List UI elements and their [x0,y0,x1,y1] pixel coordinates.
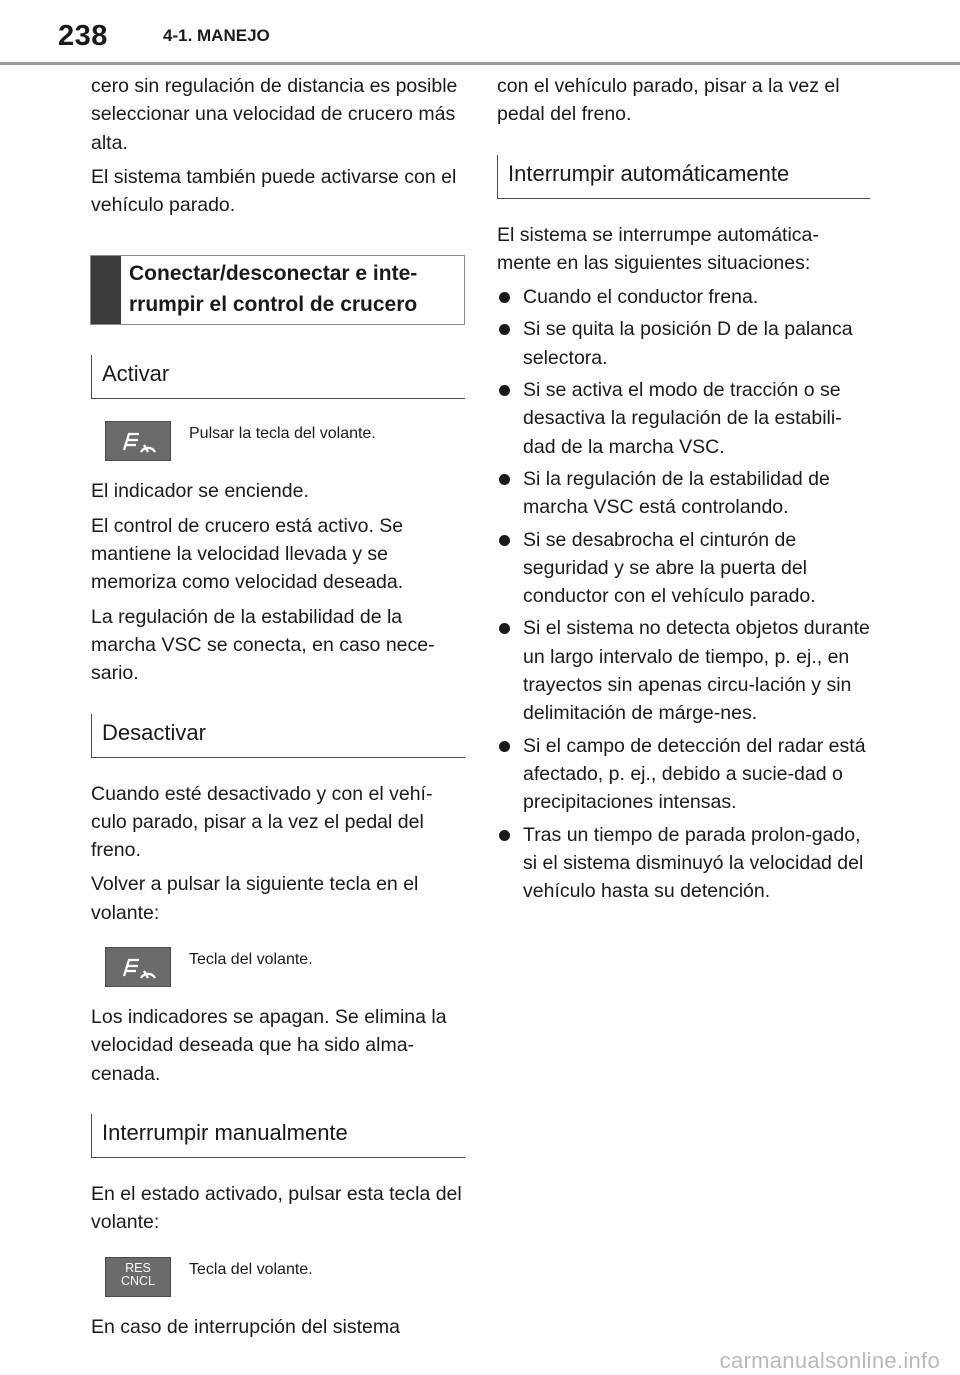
cruise-control-icon [122,429,156,455]
list-item: Si el sistema no detecta objetos durante un largo intervalo de tiempo, p. ej., en trayectos sin apenas circu-lación y sin delimitación de márge-nes. [497,614,871,727]
body-paragraph: con el vehículo parado, pisar a la vez el pedal del freno. [497,75,840,126]
left-column [91,72,465,1347]
cruise-control-icon [122,955,156,981]
subheading-text: Activar [102,361,170,387]
bullet-icon [499,385,510,396]
res-label: RES [125,1260,151,1275]
body-paragraph: Volver a pulsar la siguiente tecla en el volante: [91,873,419,924]
body-paragraph: Cuando esté desactivado y con el vehí-culo parado, pisar a la vez el pedal del freno. [91,782,433,862]
bullet-icon [499,292,510,303]
subheading-activar [91,355,465,399]
res-cncl-key-button [105,1257,171,1297]
page-number: 238 [58,20,108,52]
bullet-icon [499,741,510,752]
section-heading: Conectar/desconectar e inte-rrumpir el control de crucero [129,262,418,317]
key-row [91,421,465,463]
section-title: 4-1. MANEJO [163,26,270,45]
body-paragraph: El control de crucero está activo. Se mantiene la velocidad llevada y se memoriza como velocidad deseada. [91,514,404,594]
steering-key-button [105,947,171,987]
body-paragraph: En el estado activado, pulsar esta tecla del volante: [91,1182,462,1234]
body-paragraph: El sistema se interrumpe automática-mente en las siguientes situaciones: [497,223,819,274]
subheading-text: Interrumpir automáticamente [508,160,790,186]
bullet-icon [499,474,510,485]
list-item: Tras un tiempo de parada prolon-gado, si el sistema disminuyó la velocidad del vehículo hasta su detención. [497,821,871,906]
list-item: Si la regulación de la estabilidad de marcha VSC está controlando. [497,465,871,522]
bullet-icon [499,830,510,841]
header-divider [0,62,960,65]
intro-paragraph: El sistema también puede activarse con el vehículo parado. [91,165,457,217]
key-caption: Tecla del volante. [189,951,313,969]
heading-bar [91,256,121,324]
bullet-icon [499,623,510,634]
list-item: Si se desabrocha el cinturón de seguridad y se abre la puerta del conductor con el vehículo parado. [497,526,871,611]
list-item: Si se quita la posición D de la palanca selectora. [497,315,871,372]
subheading-text: Interrumpir manualmente [102,1119,348,1145]
right-column [497,72,871,909]
body-paragraph: Los indicadores se apagan. Se elimina la velocidad deseada que ha sido alma-cenada. [91,1006,447,1085]
key-caption: Pulsar la tecla del volante. [189,425,376,443]
key-caption: Tecla del volante. [189,1260,313,1278]
intro-paragraph: cero sin regulación de distancia es posible seleccionar una velocidad de crucero más alta. [91,75,458,154]
steering-key-button [105,421,171,461]
body-paragraph: En caso de interrupción del sistema [91,1315,400,1338]
key-row [91,947,465,989]
body-paragraph: El indicador se enciende. [91,480,309,503]
res-cncl-label [106,1262,170,1288]
list-item: Si el campo de detección del radar está afectado, p. ej., debido a sucie-dad o precipitaciones intensas. [497,732,871,817]
watermark: carmanualsonline.info [719,1348,940,1373]
list-item: Si se activa el modo de tracción o se desactiva la regulación de la estabili-dad de la marcha VSC. [497,376,871,461]
bullet-icon [499,324,510,335]
list-item: Cuando el conductor frena. [497,283,871,311]
subheading-text: Desactivar [102,719,206,745]
body-paragraph: La regulación de la estabilidad de la marcha VSC se conecta, en caso nece-sario. [91,605,435,685]
subheading-manual [91,1114,465,1158]
subheading-desactivar [91,714,465,758]
page-header [0,0,960,70]
bullet-icon [499,535,510,546]
subheading-auto [497,155,870,199]
bullet-list [497,283,871,905]
section-heading-box [90,255,465,325]
key-row [91,1257,465,1299]
cncl-label: CNCL [120,1273,156,1288]
